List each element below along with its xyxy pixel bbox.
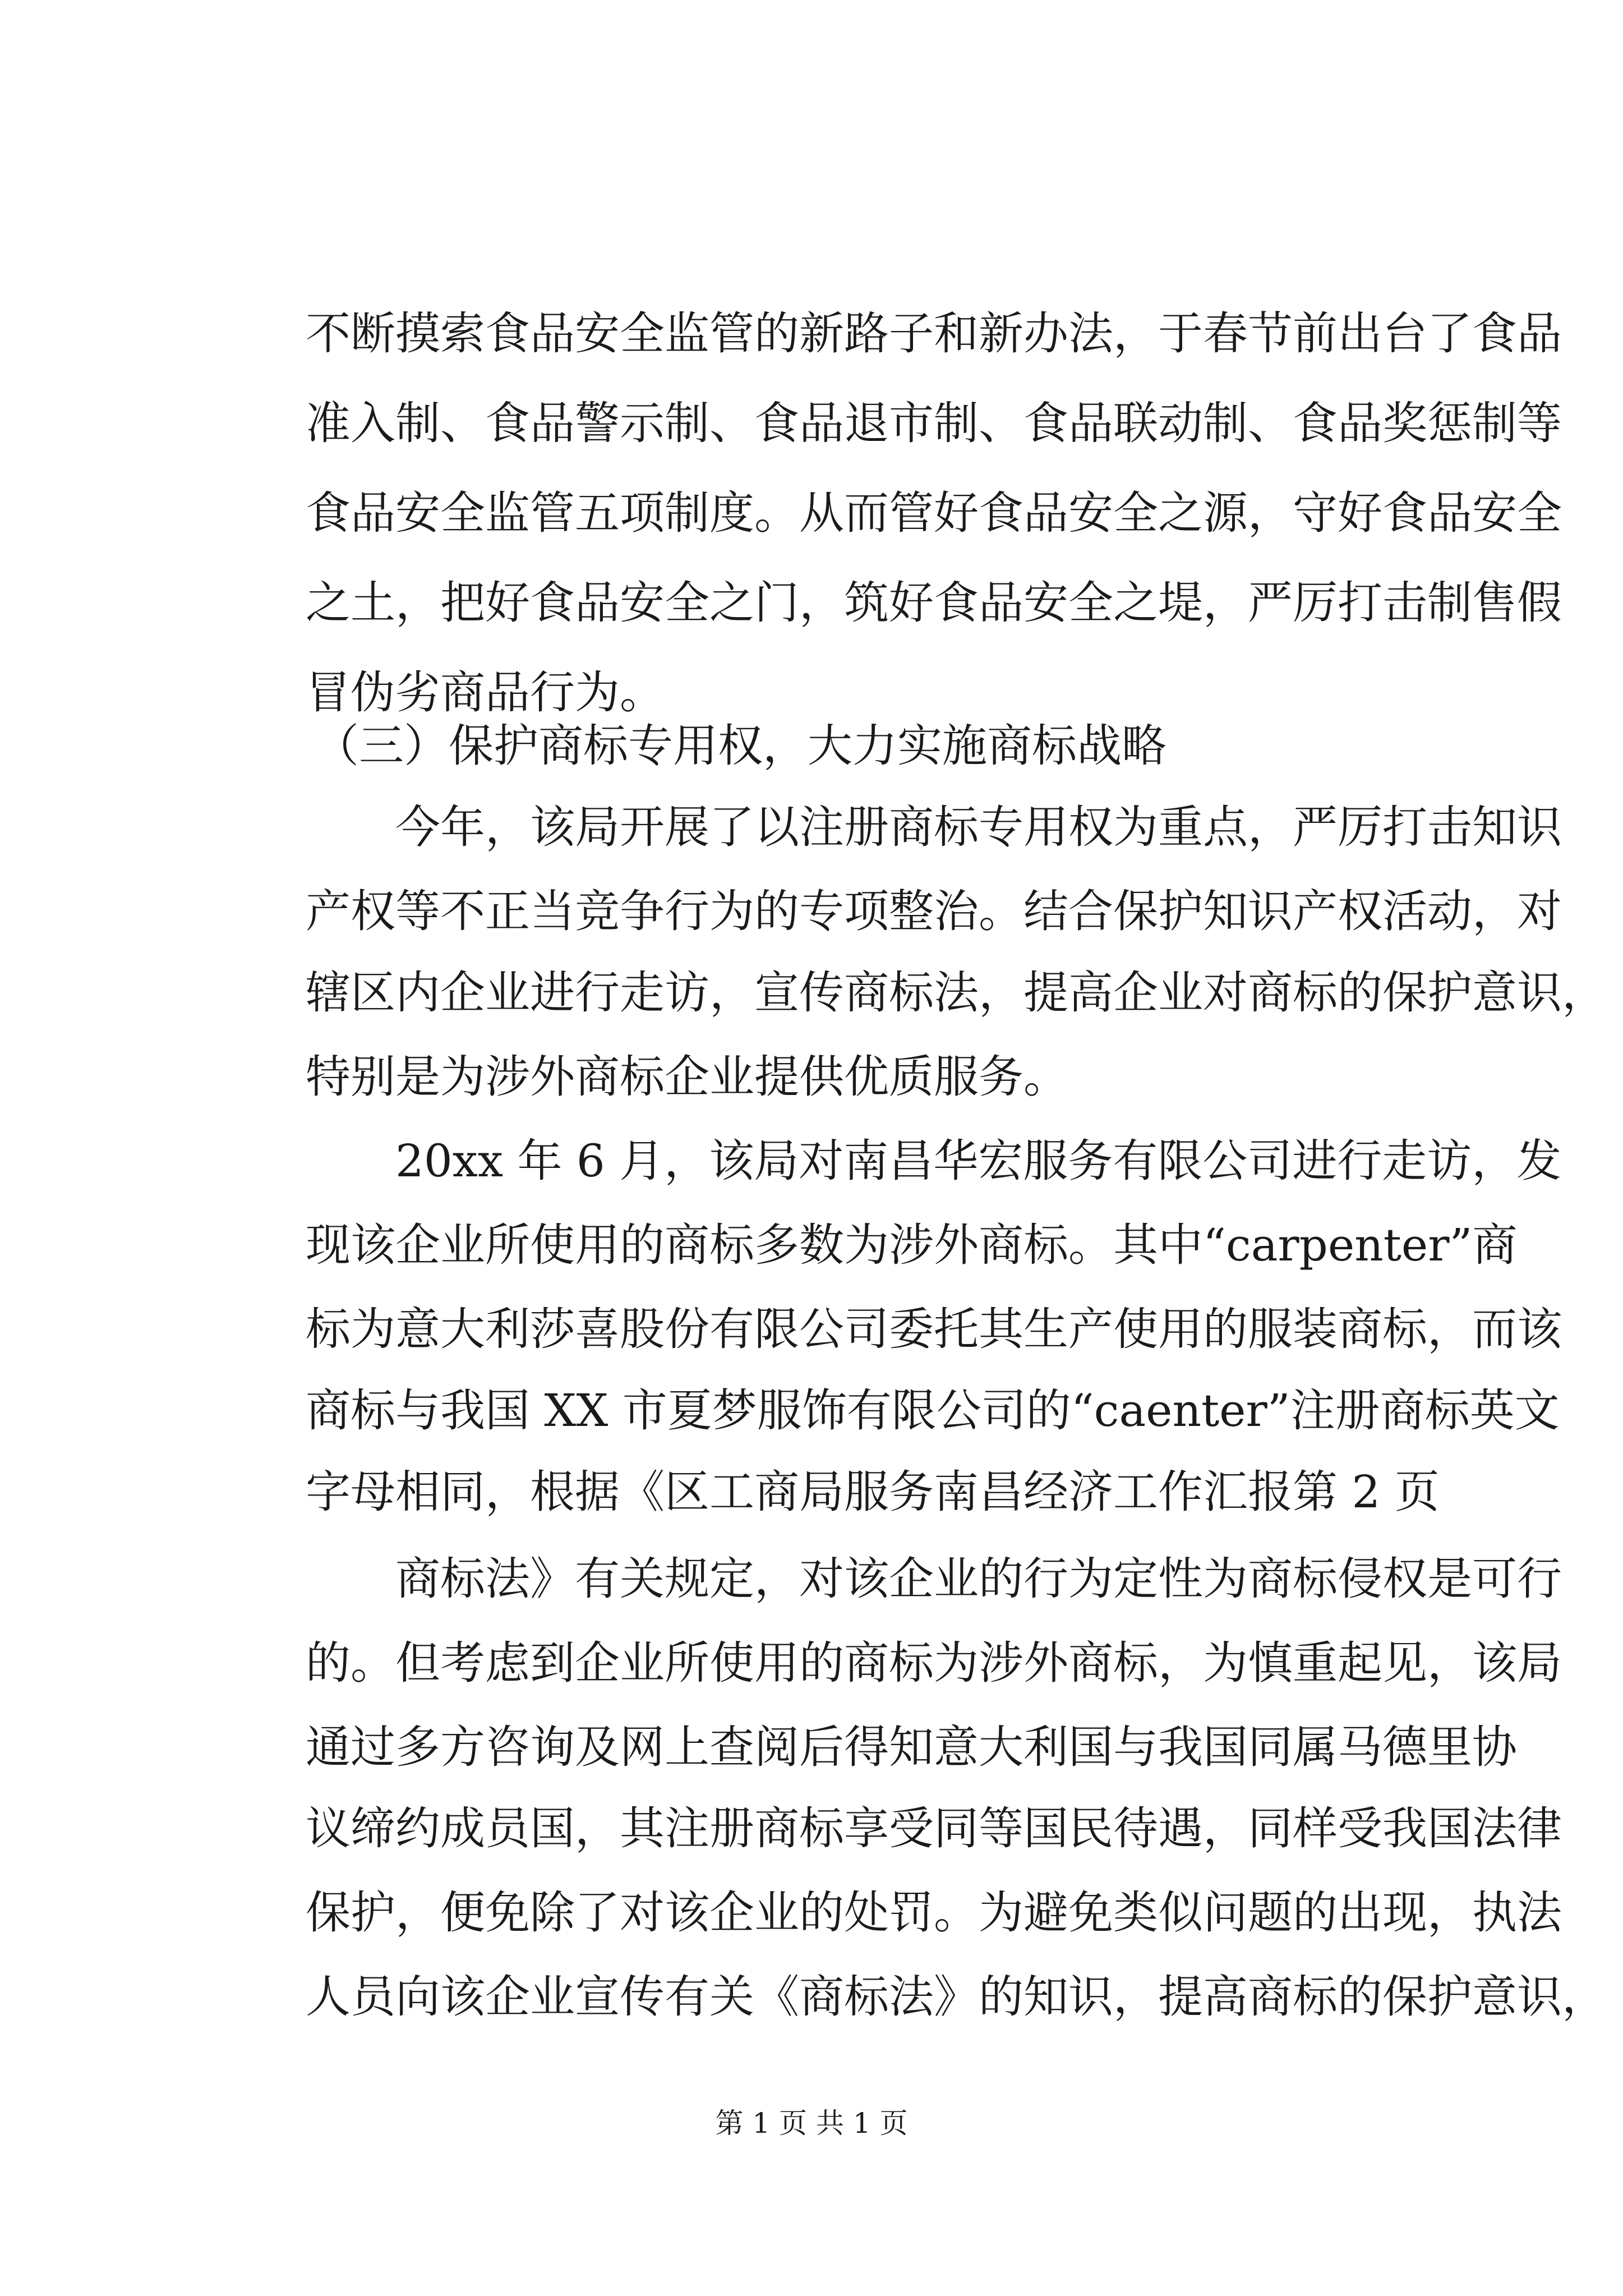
page-footer: 第 1 页 共 1 页	[715, 2107, 908, 2139]
body-text-line: 保护，便免除了对该企业的处罚。为避免类似问题的出现，执法	[306, 1887, 1562, 1939]
body-text-line: 的。但考虑到企业所使用的商标为涉外商标，为慎重起见，该局	[306, 1637, 1562, 1689]
body-text-line: 通过多方咨询及网上查阅后得知意大利国与我国同属马德里协	[306, 1721, 1517, 1773]
body-text-line: 食品安全监管五项制度。从而管好食品安全之源，守好食品安全	[306, 487, 1562, 539]
body-text-line	[395, 799, 1562, 855]
body-text-line: 冒伪劣商品行为。	[306, 666, 665, 719]
body-text-line: 现该企业所使用的商标多数为涉外商标。其中“carpenter”商	[306, 1219, 1518, 1271]
body-text-line: 字母相同，根据《区工商局服务南昌经济工作汇报第 2 页	[306, 1466, 1440, 1518]
body-text-line: 人员向该企业宣传有关《商标法》的知识，提高商标的保护意识，	[306, 1971, 1607, 2023]
body-text-line: 辖区内企业进行走访，宣传商标法，提高企业对商标的保护意识，	[306, 967, 1607, 1019]
body-text-line: 准入制、食品警示制、食品退市制、食品联动制、食品奖惩制等	[306, 397, 1562, 449]
section-heading: （三）保护商标专用权，大力实施商标战略	[314, 720, 1166, 772]
body-text-line: 特别是为涉外商标企业提供优质服务。	[306, 1051, 1068, 1103]
body-text-line: 产权等不正当竞争行为的专项整治。结合保护知识产权活动，对	[306, 885, 1562, 937]
body-text-line: 标为意大利莎喜股份有限公司委托其生产使用的服装商标，而该	[306, 1303, 1562, 1355]
paragraph-start: 20xx 年 6 月，该局对南昌华宏服务有限公司进行走访，发	[395, 1135, 1562, 1187]
body-text-line: 之土，把好食品安全之门，筑好食品安全之堤，严厉打击制售假	[306, 577, 1562, 629]
paragraph-start: 今年，该局开展了以注册商标专用权为重点，严厉打击知识	[395, 801, 1562, 853]
paragraph-start: 商标法》有关规定，对该企业的行为定性为商标侵权是可行	[395, 1553, 1562, 1605]
body-text-line: 议缔约成员国，其注册商标享受同等国民待遇，同样受我国法律	[306, 1802, 1562, 1855]
body-text-line: 不断摸索食品安全监管的新路子和新办法，于春节前出台了食品	[306, 307, 1562, 360]
body-text-line: 商标与我国 XX 市夏梦服饰有限公司的“caenter”注册商标英文	[306, 1384, 1560, 1437]
